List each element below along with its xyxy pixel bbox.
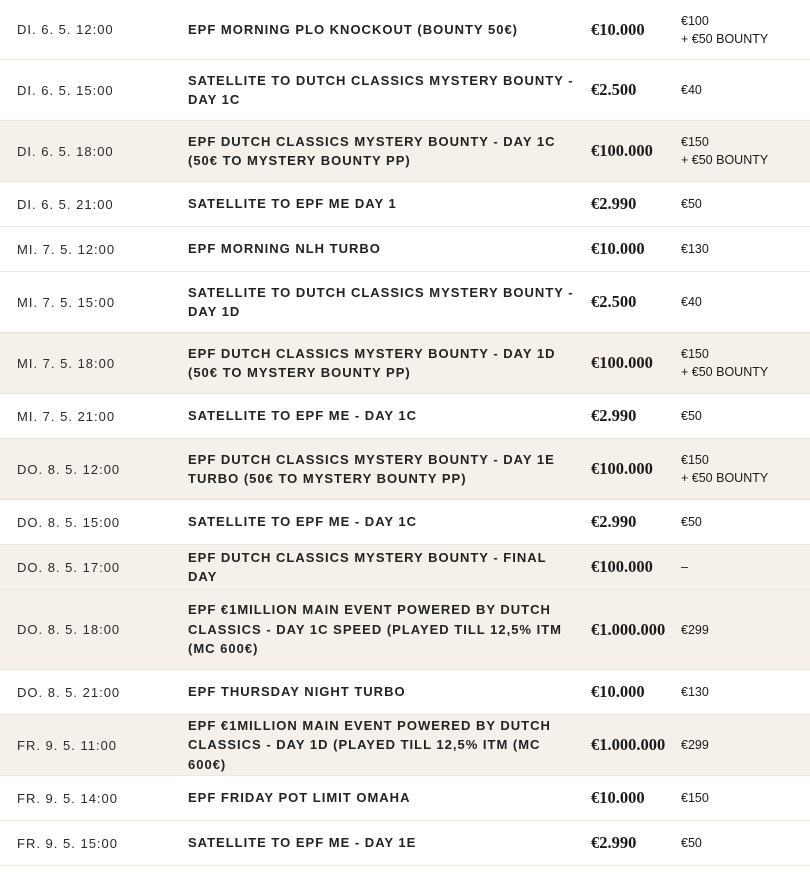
- guaranteed-prize: €2.990: [591, 833, 637, 852]
- buy-in-amount: €100: [681, 13, 709, 28]
- event-name: EPF DUTCH CLASSICS MYSTERY BOUNTY - DAY 1C (50€ TO MYSTERY BOUNTY PP): [188, 133, 556, 168]
- date-time: MI. 7. 5. 15:00: [17, 294, 116, 310]
- buy-in-amount: €299: [681, 622, 709, 637]
- event-name: SATELLITE TO EPF ME - DAY 1E: [188, 835, 417, 851]
- buy-in: [681, 133, 810, 169]
- guaranteed-prize: €100.000: [591, 353, 653, 372]
- buy-in: [681, 451, 810, 487]
- buy-in-amount: €299: [681, 738, 709, 752]
- guaranteed-prize: €10.000: [591, 788, 645, 807]
- guaranteed-prize: €2.990: [591, 512, 637, 531]
- event-name: EPF DUTCH CLASSICS MYSTERY BOUNTY - FINAL DAY: [188, 549, 547, 584]
- buy-in: [681, 407, 810, 425]
- table-row: [0, 182, 810, 227]
- event-name: EPF MORNING NLH TURBO: [188, 241, 381, 257]
- date-time: FR. 9. 5. 11:00: [17, 737, 118, 753]
- event-name: EPF €1MILLION MAIN EVENT POWERED BY DUTCH CLASSICS - DAY 1C SPEED (PLAYED TILL 12,5% ITM (MC 600€): [188, 602, 562, 657]
- table-row: [0, 121, 810, 182]
- event-name: SATELLITE TO EPF ME - DAY 1C: [188, 514, 418, 530]
- guaranteed-prize: €10.000: [591, 19, 645, 39]
- event-name: SATELLITE TO DUTCH CLASSICS MYSTERY BOUNTY - DAY 1C: [188, 72, 574, 107]
- table-row: [0, 715, 810, 776]
- buy-in-amount: €150: [681, 791, 709, 805]
- buy-in: [681, 621, 810, 639]
- bounty-amount: + €50 BOUNTY: [681, 471, 769, 485]
- table-row: [0, 227, 810, 272]
- event-name: SATELLITE TO EPF ME DAY 1: [188, 196, 397, 212]
- table-row: [0, 394, 810, 439]
- date-time: MI. 7. 5. 12:00: [17, 241, 116, 257]
- date-time: DI. 6. 5. 12:00: [17, 22, 114, 37]
- buy-in-amount: €150: [681, 453, 709, 467]
- table-row: [0, 821, 810, 866]
- date-time: DO. 8. 5. 17:00: [17, 559, 121, 575]
- guaranteed-prize: €10.000: [591, 682, 645, 701]
- guaranteed-prize: €10.000: [591, 239, 645, 258]
- buy-in: [681, 81, 810, 99]
- date-time: DO. 8. 5. 12:00: [17, 461, 121, 477]
- guaranteed-prize: €2.500: [591, 80, 637, 99]
- guaranteed-prize: €1.000.000: [591, 735, 666, 754]
- buy-in: [681, 789, 810, 807]
- buy-in: [681, 558, 810, 576]
- event-name: SATELLITE TO DUTCH CLASSICS MYSTERY BOUNTY - DAY 1D: [188, 284, 574, 319]
- buy-in-amount: €50: [681, 515, 702, 529]
- buy-in: [681, 345, 810, 381]
- date-time: MI. 7. 5. 18:00: [17, 355, 116, 371]
- date-time: DI. 6. 5. 21:00: [17, 196, 114, 212]
- table-row: [0, 776, 810, 821]
- table-row: [0, 333, 810, 394]
- bounty-amount: + €50 BOUNTY: [681, 153, 769, 167]
- table-row: [0, 590, 810, 670]
- table-row: [0, 545, 810, 590]
- event-name: EPF MORNING PLO KNOCKOUT (BOUNTY 50€): [188, 21, 519, 37]
- buy-in: [681, 293, 810, 311]
- event-name: EPF €1MILLION MAIN EVENT POWERED BY DUTCH CLASSICS - DAY 1D (PLAYED TILL 12,5% ITM (MC 600€): [188, 717, 551, 772]
- guaranteed-prize: €100.000: [591, 459, 653, 478]
- table-row: [0, 500, 810, 545]
- buy-in: [681, 12, 810, 48]
- date-time: DO. 8. 5. 21:00: [17, 684, 121, 700]
- buy-in: [681, 736, 810, 754]
- date-time: FR. 9. 5. 15:00: [17, 835, 118, 851]
- buy-in-amount: €50: [681, 836, 702, 850]
- event-name: EPF THURSDAY NIGHT TURBO: [188, 684, 406, 700]
- bounty-amount: + €50 BOUNTY: [681, 31, 769, 46]
- event-name: EPF FRIDAY POT LIMIT OMAHA: [188, 790, 411, 806]
- guaranteed-prize: €2.990: [591, 406, 637, 425]
- date-time: DO. 8. 5. 18:00: [17, 622, 121, 637]
- guaranteed-prize: €100.000: [591, 557, 653, 576]
- buy-in-amount: €40: [681, 295, 702, 309]
- buy-in-amount: –: [681, 560, 688, 574]
- buy-in-amount: €40: [681, 83, 702, 97]
- guaranteed-prize: €2.500: [591, 292, 637, 311]
- date-time: DI. 6. 5. 15:00: [17, 82, 114, 98]
- table-row: [0, 670, 810, 715]
- date-time: DO. 8. 5. 15:00: [17, 514, 121, 530]
- buy-in-amount: €50: [681, 409, 702, 423]
- bounty-amount: + €50 BOUNTY: [681, 365, 769, 379]
- date-time: FR. 9. 5. 14:00: [17, 790, 118, 806]
- event-name: EPF DUTCH CLASSICS MYSTERY BOUNTY - DAY 1D (50€ TO MYSTERY BOUNTY PP): [188, 345, 556, 380]
- buy-in-amount: €130: [681, 242, 709, 256]
- date-time: MI. 7. 5. 21:00: [17, 408, 116, 424]
- buy-in-amount: €150: [681, 135, 709, 149]
- table-row: [0, 0, 810, 60]
- date-time: DI. 6. 5. 18:00: [17, 143, 114, 159]
- table-row: [0, 439, 810, 500]
- buy-in-amount: €130: [681, 685, 709, 699]
- guaranteed-prize: €2.990: [591, 194, 637, 213]
- event-name: EPF DUTCH CLASSICS MYSTERY BOUNTY - DAY 1E TURBO (50€ TO MYSTERY BOUNTY PP): [188, 451, 555, 486]
- buy-in: [681, 513, 810, 531]
- table-row: [0, 272, 810, 333]
- table-row: [0, 60, 810, 121]
- buy-in: [681, 195, 810, 213]
- buy-in: [681, 240, 810, 258]
- buy-in-amount: €50: [681, 197, 702, 211]
- buy-in: [681, 683, 810, 701]
- event-name: SATELLITE TO EPF ME - DAY 1C: [188, 408, 418, 424]
- guaranteed-prize: €100.000: [591, 141, 653, 160]
- buy-in: [681, 834, 810, 852]
- guaranteed-prize: €1.000.000: [591, 619, 666, 639]
- buy-in-amount: €150: [681, 347, 709, 361]
